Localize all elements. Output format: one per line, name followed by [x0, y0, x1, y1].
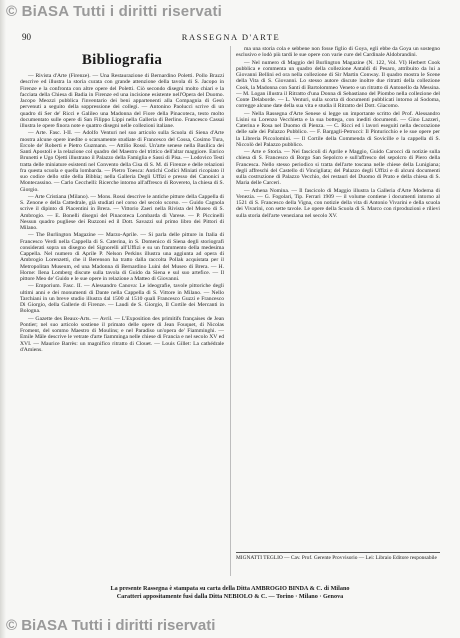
paragraph: — Nel numero di Maggio del Burlington Magazine (N. 122, Vol. VI) Herbert Cook pubblica e commenta un quadro della collezione Antaldi di Pesaro, attribuito da lui a Giovanni Bellini ed ora nella collezione di Sir Martin Conway. Il quadro mostra le Scene della Vita di S. Giovanni. Lo stesso autore discute inoltre due ritratti della collezione Cook, la Madonna con Santi di Bartolommeo Veneto e un ritratto di Antonello da Messina. — M. Logan illustra il Ritratto d'una Donna di Sebastiano del Piombo nella collezione del Conte Delaborde. — L. Venturi, sulla scorta di documenti pubblicati intorno al Sodoma, corregge alcune date della sua vita e studia il Ritratto del Dott. Giacomo.: [236, 59, 440, 110]
paragraph: — Arte Cristiana (Milano). — Mons. Rossi descrive le antiche pitture della Cappella di S. Zenone e della Cattedrale, già studiati nel corso del secolo scorso. — Guido Cagnola scrive il dipinto di Piacentini in Brera. — Vittorio Zaeri nella Rivista del Museo di S. Ambrogio. — E. Bonelli disegni del Pinacoteca Lombarda di Varese. — P. Piccinelli Nessun quadro pugliese dei Ruzzoni ed il Dott. Savazzi sul primo libro dei Pittori di Milano.: [20, 193, 224, 231]
footer-paper-credit: La presente Rassegna è stampata su carta della Ditta AMBROGIO BINDA & C. di Milano: [110, 585, 350, 592]
column-divider: [230, 46, 231, 576]
paragraph: — Nella Rassegna d'Arte Senese si legge un importante scritto del Prof. Alessandro Lisini su Lorenzo Vecchietta e la sua bottega, con inediti documenti. — Gino Lazzeri, Caterina e Rosa nel Duomo di Pienza. — C. Ricci ed i lavori eseguiti nella decorazione delle sale dei Palazzo Pubblico. — F. Bargagli-Petrucci: Il Pinturicchio e le sue opere per la Libreria Piccolomini. — Il Cortile della Commenda di Sovicille e la cappella di S. Niccolò del Palazzo pubblico.: [236, 110, 440, 148]
printer-footer: [20, 585, 440, 601]
paragraph: — The Burlington Magazine — Marzo-Aprile. — Si parla delle pitture in Italia di Francesco Verdi nella Cappella di S. Caterina, in S. Domenico di Siena degli storiografi considerati sopra un disegno del Signorelli all'Uffizi e su un frammento della medesima Cappella. Nel numero di Aprile P. Nelson Perkins illustra una aggiunta ad opera di Ambrogio Lorenzetti, che il Berenson ha tratto dalla raccolta Pollak acquistata per il Metropolitan Museum, ed una Madonna di Bernardino Luini del Museo di Brera. — H. Horne: Ilena Lomberg discute sulla tavola di Guido da Siena e sul suo artefice. — Il pittore Meo de' Guido e le sue opere in relazione a Matteo di Giovanni.: [20, 232, 224, 282]
notice-rule: [236, 552, 440, 553]
page-header: [22, 32, 440, 44]
page-fold-shadow: [0, 0, 6, 638]
paragraph: — Arte e Storia. — Nei fascicoli di Aprile e Maggio, Guido Carocci dà notizie sulla chiesa di S. Francesco di Borgo San Sepolcro e sull'affresco del sepolcro di Piero della Francesca. Nello stesso periodico si tratta dell'arte toscana nelle chiese della Lunigiana; degli affreschi del Castello di Vincigliata; del Palazzo degli Uffizi e di alcuni documenti sulla costruzione di Palazzo Vecchio, dei restauri del Duomo di Prato e della chiesa di S. Maria delle Carceri.: [236, 149, 440, 187]
right-column: [236, 46, 440, 550]
paragraph: ma una storia cola e sebbene non fosse figlio di Goya, egli ebbe da Goya un sostegno esclusivo e lodò più tardi le sue opere con varie cure del Cardinale Aldobrandini.: [236, 46, 440, 59]
running-title: RASSEGNA D'ARTE: [181, 32, 281, 42]
paragraph: — Rivista d'Arte (Firenze). — Una Restaurazione di Bernardino Poletti. Pollo Brazzi descrive ed illustra la storia curata con grande attenzione della tavola di S. Jacopo in Firenze e la confronta con altre opere del Poletti. Ciò secondo disegni molto chiari e la facciata della Chiesa di Badia in Firenze ed una incisione esistente nell'Opera del Duomo. Jacopo Meozzi pubblica l'inventario dei beni appartenenti alla Compagnia di Gesù pervenuti a seguito della soppressione dei collegi. — Antonino Paolucci scrive di un quadro di Ser de' Ricci e Galileo una Madonna del Fiore della Pinacoteca, testo molto documentato sulle opere di San Filippo Lippi nella Galleria di Berlino. Francesco Cassai illustra le opere finora note e quattro disegni nelle collezioni italiane.: [20, 73, 224, 129]
page-number: 90: [22, 32, 31, 42]
watermark-top: © BiASA Tutti i diritti riservati: [6, 3, 223, 20]
paragraph: — Emporium. Fasc. II. — Alessandro Canova: Le ideografie, tavole pittoriche degli ultimi anni e dei monumenti di Dante nella Cappella di S. Vittore in Milano. — Nello Tarchiani in un breve studio illustra dal 1500 al 1510 quali Francesco Guzzi e Francesco Di Giorgio, della Gallerie di Firenze. — Laudi de S. Giorgio, Il Cortile dei Mercanti in Bologna.: [20, 283, 224, 315]
editor-notice: MIGNATTI TEGLIO — Cav. Prof. Gerente Provvisorio — Lei: Libraio Editore responsabile: [236, 555, 437, 561]
left-column: [20, 46, 224, 576]
watermark-bottom: © BiASA Tutti i diritti riservati: [6, 617, 216, 634]
paragraph: — Athena Nomina. — Il fascicolo di Maggio illustra la Galleria d'Arte Moderna di Venezia. — G. Fogolari, Tip. Ferrari 1909 — il volume contiene i documenti intorno al 1521 di S. Francesco della Vigna, con notizie della vita di Antonio Vivarini e della scuola dei Vivarini, con sette tavole. Le opere della Scuola di S. Marco con riproduzioni e rilievi sulla storia dell'arte veneziana nel secolo XV.: [236, 187, 440, 219]
section-title: Bibliografia: [81, 52, 163, 68]
paragraph: — Gazette des Beaux-Arts. — Avril. — L'Exposition des primitifs françaises de Jean Pontier; nel suo articolo sostiene il primato delle opere di Jean Fouquet, di Nicolas Froment, del sommo Maestro di Moulins; e nel Paradiso un'opera de' Fiamminghi. — Emile Mâle descrive le vetrate d'arte fiamminga nelle chiese di Francia e nel secolo XV ed XVI. — Maurice Barrès: un magnifico ritratto di Clouet. — Louis Gillet: La cathédrale d'Amiens.: [20, 315, 224, 353]
paragraph: — Arte. Fasc. I-II. — Adolfo Venturi nel suo articolo sulla Scuola di Siena d'Arte mostra alcune opere inedite o scarsamente studiate di Francesco del Cossa, Cosimo Tura, Ercole de' Roberti e Pietro Guzmann. — Attilio Rossi. Un'arte senese nella Basilica dei Santi Apostoli e la relazione col quadro del Maestro del trittico dell'altar maggiore. Enrico Brunetti e Ugo Ojetti illustrano il Palazzo della Famiglia e Sassi di Pisa. — Lodovico Testi tratta delle miniature esistenti nel Convento della Cisa di S. M. di Firenze e delle relazioni fra questa scuola e quella lombarda. — Pietro Toesca: Antichi Codici Miniati ricopiato il suo codice dello stile della Bibbia; nella Galleria Degli Uffizi e presso dei Canonici a Montecassino. — Carlo Cecchelli: Ricerche intorno all'affresco di Rovereto, la chiesa di S. Giorgio.: [20, 130, 224, 193]
footer-type-credit: Caratteri appositamente fusi dalla Ditta NEBIOLO & C. — Torino · Milano · Genova: [116, 593, 344, 600]
